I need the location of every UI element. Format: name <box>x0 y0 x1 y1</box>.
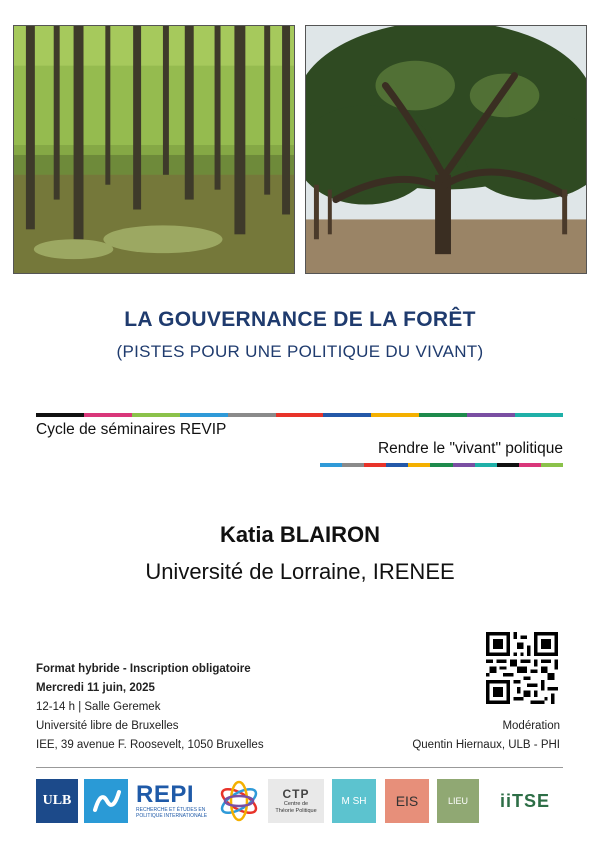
eis-logo-text: EIS <box>395 793 419 809</box>
repi-logo-subtitle-2: POLITIQUE INTERNATIONALE <box>136 813 208 819</box>
stripe-segment <box>541 463 563 467</box>
stripe-segment <box>386 463 408 467</box>
seminar-cycle-tagline: Rendre le "vivant" politique <box>377 440 563 457</box>
stripe-segment <box>320 463 342 467</box>
seminar-cycle-label: Cycle de séminaires REVIP <box>36 421 227 438</box>
ulb-logo <box>36 779 78 823</box>
philosophy-logo-icon <box>84 779 128 823</box>
stripe-segment <box>180 413 228 417</box>
stripe-segment <box>36 413 84 417</box>
ulb-logo-text: ULB <box>42 793 72 808</box>
iitse-logo-text: iiTSE <box>499 790 550 811</box>
qr-code-icon[interactable] <box>486 632 558 704</box>
speaker-name: Katia BLAIRON <box>219 522 381 547</box>
oak-tree-photo <box>305 25 587 274</box>
repi-logo <box>136 779 208 823</box>
stripe-segment <box>475 463 497 467</box>
stripe-segment <box>371 413 419 417</box>
event-subtitle: (PISTES POUR UNE POLITIQUE DU VIVANT) <box>116 342 484 361</box>
repi-logo-subtitle-1: RECHERCHE ET ÉTUDES EN <box>136 807 206 813</box>
stripe-segment <box>467 413 515 417</box>
stripe-segment <box>276 413 324 417</box>
event-format: Format hybride - Inscription obligatoire <box>36 663 251 675</box>
logo-divider <box>36 767 563 768</box>
speaker-affiliation: Université de Lorraine, IRENEE <box>145 559 455 584</box>
stripe-segment <box>342 463 364 467</box>
lieu-logo-text: LIEU <box>447 796 468 806</box>
event-institution: Université libre de Bruxelles <box>36 720 179 732</box>
ctp-logo-text: CTP <box>282 787 310 801</box>
eis-logo <box>385 779 429 823</box>
stripe-segment <box>228 413 276 417</box>
stripe-segment <box>419 413 467 417</box>
ctp-logo-subtitle-1: Centre de <box>283 801 309 807</box>
event-time-room: 12-14 h | Salle Geremek <box>36 701 161 713</box>
event-date: Mercredi 11 juin, 2025 <box>36 682 155 694</box>
stripe-segment <box>132 413 180 417</box>
stripe-segment <box>323 413 371 417</box>
msh-logo <box>332 779 376 823</box>
lieu-logo <box>437 779 479 823</box>
event-title: LA GOUVERNANCE DE LA FORÊT <box>124 308 476 331</box>
iitse-logo <box>487 779 563 823</box>
msh-logo-text: M SH <box>341 795 367 807</box>
ctp-logo-subtitle-2: Théorie Politique <box>275 808 317 814</box>
stripe-segment <box>84 413 132 417</box>
moderation-label: Modération <box>502 720 560 732</box>
stripe-segment <box>519 463 541 467</box>
stripe-segment <box>453 463 475 467</box>
forest-photo <box>13 25 295 274</box>
stripe-segment <box>515 413 563 417</box>
moderation-info <box>412 717 560 755</box>
stripe-segment <box>364 463 386 467</box>
moderator-name: Quentin Hiernaux, ULB - PHI <box>412 739 560 751</box>
event-address: IEE, 39 avenue F. Roosevelt, 1050 Bruxelles <box>36 739 264 751</box>
stripe-segment <box>497 463 519 467</box>
ctp-logo <box>268 779 324 823</box>
event-details <box>36 660 264 755</box>
stripe-segment <box>430 463 452 467</box>
repi-logo-text: REPI <box>136 781 195 808</box>
color-stripe-bottom <box>320 463 563 467</box>
stripe-segment <box>408 463 430 467</box>
globe-logo-icon <box>214 779 264 823</box>
color-stripe-top <box>36 413 563 417</box>
